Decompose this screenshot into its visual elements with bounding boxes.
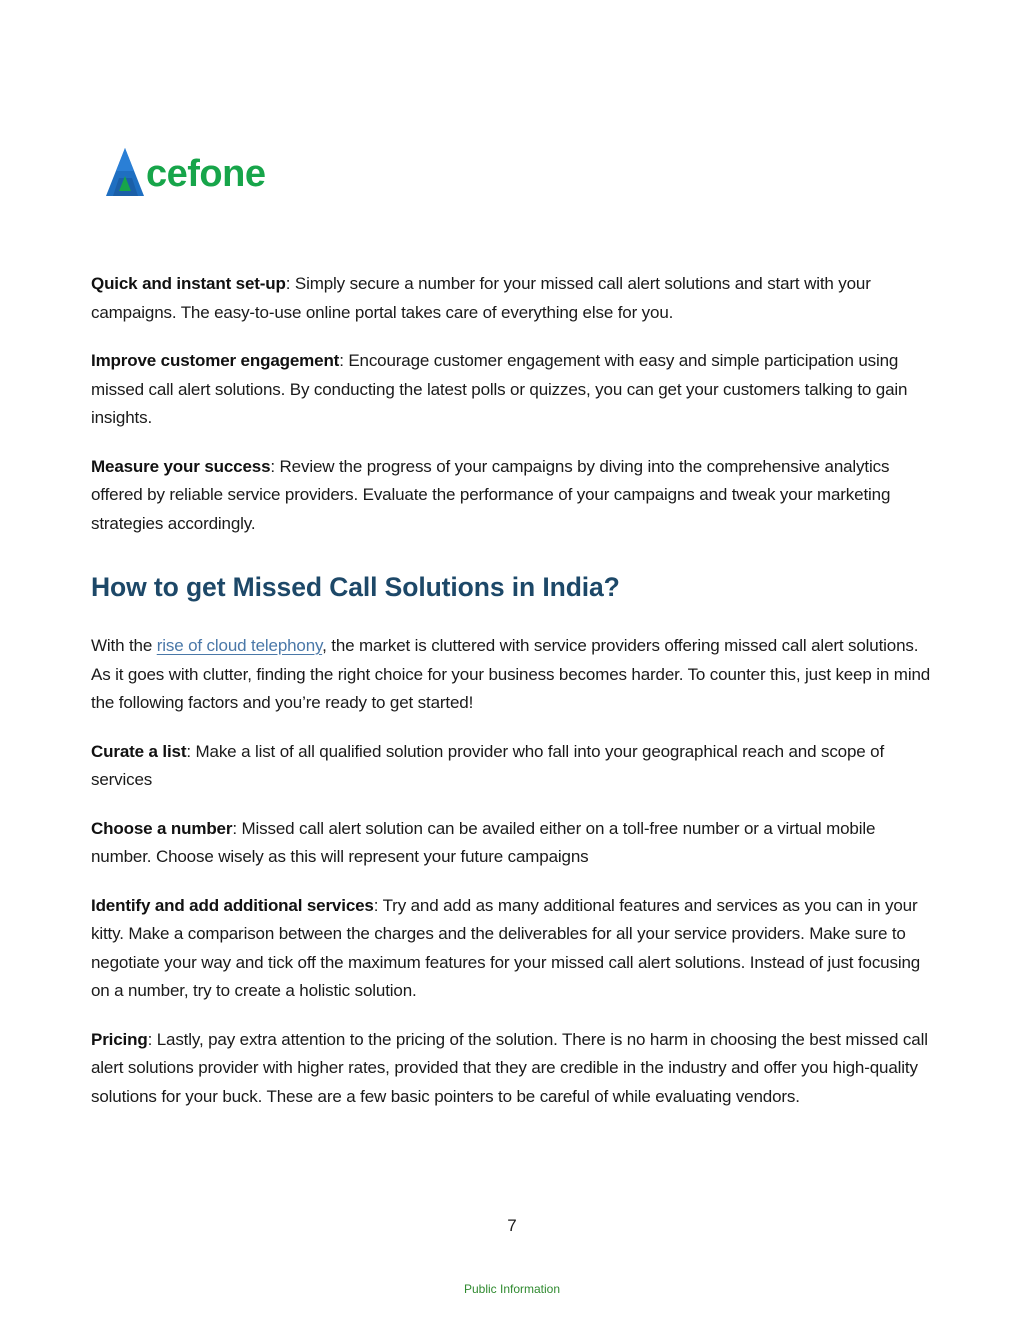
text-additional-services: : Try and add as many additional features and services as you can in your kitty. Make a comparison between the charges and the deliverables for all your service providers. Make sure to negotiate your way and tick off the maximum features for your missed call alert solutions. Instead of just focusing on a number, try to create a holistic solution.: [91, 895, 921, 1000]
acefone-logo: [104, 146, 284, 202]
text-measure-success: : Review the progress of your campaigns by diving into the comprehensive analytics offered by reliable service providers. Evaluate the performance of your campaigns and tweak your marketing strategies accordingly.: [91, 456, 891, 533]
document-body: [91, 270, 936, 1131]
page-number: 7: [507, 1216, 517, 1235]
paragraph-quick-setup: [91, 270, 936, 327]
text-quick-setup: : Simply secure a number for your missed call alert solutions and start with your campaigns. The easy-to-use online portal takes care of everything else for you.: [91, 274, 871, 322]
footer-classification-label: Public Information: [463, 1282, 561, 1296]
term-pricing: Pricing: [91, 1029, 148, 1049]
term-measure-success: Measure your success: [91, 456, 271, 476]
intro-after: , the market is cluttered with service providers offering missed call alert solutions. As it goes with clutter, finding the right choice for your business becomes harder. To counter this, just keep in mind the following factors and you’re ready to get started!: [91, 636, 931, 712]
acefone-triangle-logo-icon: [104, 146, 148, 202]
section-heading: How to get Missed Call Solutions in India?: [91, 572, 620, 602]
term-quick-setup: Quick and instant set-up: [91, 274, 286, 293]
term-curate-list: Curate a list: [91, 741, 187, 761]
paragraph-curate-list: [91, 738, 936, 795]
paragraph-measure-success: [91, 453, 936, 539]
logo-wordmark: cefone: [146, 153, 266, 195]
intro-before: With the: [91, 636, 157, 655]
cloud-telephony-link[interactable]: rise of cloud telephony: [156, 636, 323, 655]
paragraph-additional-services: [91, 892, 936, 1006]
paragraph-intro: [91, 632, 936, 718]
paragraph-choose-number: [91, 815, 936, 872]
text-curate-list: : Make a list of all qualified solution provider who fall into your geographical reach and scope of services: [91, 741, 885, 789]
text-customer-engagement: : Encourage customer engagement with easy and simple participation using missed call alert solutions. By conducting the latest polls or quizzes, you can get your customers talking to gain insights.: [91, 351, 908, 427]
term-choose-number: Choose a number: [91, 818, 233, 838]
paragraph-pricing: [91, 1026, 936, 1112]
text-pricing: : Lastly, pay extra attention to the pricing of the solution. There is no harm in choosing the best missed call alert solutions provider with higher rates, provided that they are credible in the industry and offer you high-quality solutions for your buck. These are a few basic pointers to be careful of while evaluating vendors.: [91, 1029, 928, 1106]
term-additional-services: Identify and add additional services: [91, 895, 374, 915]
paragraph-customer-engagement: [91, 347, 936, 433]
text-choose-number: : Missed call alert solution can be availed either on a toll-free number or a virtual mobile number. Choose wisely as this will represent your future campaigns: [91, 818, 876, 866]
term-customer-engagement: Improve customer engagement: [91, 351, 340, 370]
